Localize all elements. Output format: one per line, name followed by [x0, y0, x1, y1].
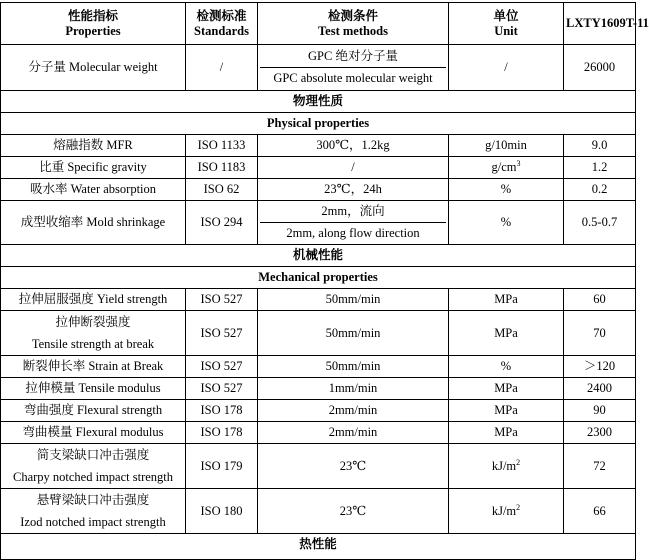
water-absorption-method: 23℃，24h	[258, 179, 449, 201]
tensile-strength-value: 70	[564, 311, 636, 356]
yield-strength-name: 拉伸屈服强度 Yield strength	[1, 289, 186, 311]
tensile-strength-name	[1, 311, 186, 356]
tensile-strength-method: 50mm/min	[258, 311, 449, 356]
section-row-thermal-cn	[1, 534, 636, 560]
water-absorption-standard: ISO 62	[186, 179, 258, 201]
mold-shrinkage-unit: %	[449, 201, 564, 245]
mfr-standard: ISO 1133	[186, 135, 258, 157]
tensile-strength-name-cn: 拉伸断裂强度	[55, 315, 131, 329]
molecular-weight-standard: /	[186, 45, 258, 91]
table-row-mfr	[1, 135, 636, 157]
charpy-impact-standard: ISO 179	[186, 444, 258, 489]
tensile-modulus-standard: ISO 527	[186, 378, 258, 400]
specification-table	[0, 2, 649, 560]
molecular-weight-method	[258, 45, 449, 91]
yield-strength-unit: MPa	[449, 289, 564, 311]
header-unit-en: Unit	[494, 23, 518, 38]
header-properties-cn: 性能指标	[67, 9, 118, 24]
yield-strength-standard: ISO 527	[186, 289, 258, 311]
section-title-mechanical-en: Mechanical properties	[1, 267, 636, 289]
table-row-specific-gravity	[1, 157, 636, 179]
mold-shrinkage-method-en: 2mm, along flow direction	[286, 226, 420, 240]
izod-impact-unit	[449, 489, 564, 534]
flexural-strength-name: 弯曲强度 Flexural strength	[1, 400, 186, 422]
mold-shrinkage-value: 0.5-0.7	[564, 201, 636, 245]
izod-impact-name-en: Izod notched impact strength	[20, 515, 166, 529]
flexural-strength-unit: MPa	[449, 400, 564, 422]
header-properties-en: Properties	[65, 23, 121, 38]
tensile-modulus-unit: MPa	[449, 378, 564, 400]
izod-impact-name	[1, 489, 186, 534]
water-absorption-unit: %	[449, 179, 564, 201]
table-row-water-absorption	[1, 179, 636, 201]
flexural-modulus-value: 2300	[564, 422, 636, 444]
izod-impact-name-cn: 悬臂梁缺口冲击强度	[36, 493, 150, 507]
izod-impact-unit-exponent: 2	[516, 502, 521, 512]
tensile-strength-unit: MPa	[449, 311, 564, 356]
header-unit-cn: 单位	[493, 9, 519, 24]
mfr-unit: g/10min	[449, 135, 564, 157]
header-standards-en: Standards	[194, 23, 249, 38]
mold-shrinkage-method	[258, 201, 449, 245]
tensile-modulus-method: 1mm/min	[258, 378, 449, 400]
tensile-modulus-value: 2400	[564, 378, 636, 400]
tensile-modulus-name: 拉伸模量 Tensile modulus	[1, 378, 186, 400]
header-test-methods-en: Test methods	[317, 23, 389, 38]
mfr-value: 9.0	[564, 135, 636, 157]
water-absorption-value: 0.2	[564, 179, 636, 201]
section-title-thermal-cn: 热性能	[1, 534, 636, 560]
flexural-modulus-unit: MPa	[449, 422, 564, 444]
table-row-strain-at-break	[1, 356, 636, 378]
charpy-impact-unit	[449, 444, 564, 489]
charpy-impact-name-en: Charpy notched impact strength	[12, 470, 174, 484]
strain-at-break-method: 50mm/min	[258, 356, 449, 378]
section-row-mechanical-cn	[1, 245, 636, 267]
strain-at-break-name: 断裂伸长率 Strain at Break	[1, 356, 186, 378]
header-row	[1, 3, 636, 45]
section-title-mechanical-cn: 机械性能	[1, 245, 636, 267]
specific-gravity-method: /	[258, 157, 449, 179]
molecular-weight-unit: /	[449, 45, 564, 91]
molecular-weight-value: 26000	[564, 45, 636, 91]
header-product: LXTY1609T-11	[564, 3, 636, 45]
charpy-impact-name	[1, 444, 186, 489]
charpy-impact-value: 72	[564, 444, 636, 489]
specific-gravity-name: 比重 Specific gravity	[1, 157, 186, 179]
mold-shrinkage-standard: ISO 294	[186, 201, 258, 245]
molecular-weight-name: 分子量 Molecular weight	[1, 45, 186, 91]
header-standards	[186, 3, 258, 45]
header-test-methods-cn: 检测条件	[327, 9, 378, 24]
izod-impact-standard: ISO 180	[186, 489, 258, 534]
specific-gravity-unit	[449, 157, 564, 179]
header-test-methods	[258, 3, 449, 45]
mold-shrinkage-method-cn: 2mm，流向	[260, 201, 446, 223]
section-title-physical-cn: 物理性质	[1, 91, 636, 113]
strain-at-break-value: ＞120	[564, 356, 636, 378]
izod-impact-method: 23℃	[258, 489, 449, 534]
section-row-mechanical-en	[1, 267, 636, 289]
header-unit	[449, 3, 564, 45]
section-row-physical-cn	[1, 91, 636, 113]
flexural-modulus-name: 弯曲模量 Flexural modulus	[1, 422, 186, 444]
specific-gravity-standard: ISO 1183	[186, 157, 258, 179]
specific-gravity-unit-exponent: 3	[516, 159, 521, 169]
table-row-charpy-impact	[1, 444, 636, 489]
flexural-modulus-method: 2mm/min	[258, 422, 449, 444]
water-absorption-name: 吸水率 Water absorption	[1, 179, 186, 201]
yield-strength-value: 60	[564, 289, 636, 311]
flexural-strength-value: 90	[564, 400, 636, 422]
table-row-tensile-strength	[1, 311, 636, 356]
charpy-impact-name-cn: 简支梁缺口冲击强度	[36, 448, 150, 462]
yield-strength-method: 50mm/min	[258, 289, 449, 311]
izod-impact-value: 66	[564, 489, 636, 534]
tensile-strength-name-en: Tensile strength at break	[31, 337, 155, 351]
section-title-physical-en: Physical properties	[1, 113, 636, 135]
table-row-yield-strength	[1, 289, 636, 311]
charpy-impact-unit-base: kJ/m	[491, 458, 517, 473]
table-row-tensile-modulus	[1, 378, 636, 400]
strain-at-break-unit: %	[449, 356, 564, 378]
mold-shrinkage-name: 成型收缩率 Mold shrinkage	[1, 201, 186, 245]
mfr-name: 熔融指数 MFR	[1, 135, 186, 157]
molecular-weight-method-cn: GPC 绝对分子量	[260, 46, 446, 68]
strain-at-break-standard: ISO 527	[186, 356, 258, 378]
tensile-strength-standard: ISO 527	[186, 311, 258, 356]
section-row-physical-en	[1, 113, 636, 135]
table-row-mold-shrinkage	[1, 201, 636, 245]
specific-gravity-unit-base: g/cm	[491, 160, 517, 175]
flexural-modulus-standard: ISO 178	[186, 422, 258, 444]
table-row-flexural-strength	[1, 400, 636, 422]
header-properties	[1, 3, 186, 45]
table-row-molecular-weight	[1, 45, 636, 91]
izod-impact-unit-base: kJ/m	[491, 503, 517, 518]
header-standards-cn: 检测标准	[196, 9, 247, 24]
charpy-impact-method: 23℃	[258, 444, 449, 489]
table-row-flexural-modulus	[1, 422, 636, 444]
flexural-strength-method: 2mm/min	[258, 400, 449, 422]
specific-gravity-value: 1.2	[564, 157, 636, 179]
molecular-weight-method-en: GPC absolute molecular weight	[273, 71, 433, 85]
table-row-izod-impact	[1, 489, 636, 534]
flexural-strength-standard: ISO 178	[186, 400, 258, 422]
charpy-impact-unit-exponent: 2	[516, 457, 521, 467]
mfr-method: 300℃，1.2kg	[258, 135, 449, 157]
